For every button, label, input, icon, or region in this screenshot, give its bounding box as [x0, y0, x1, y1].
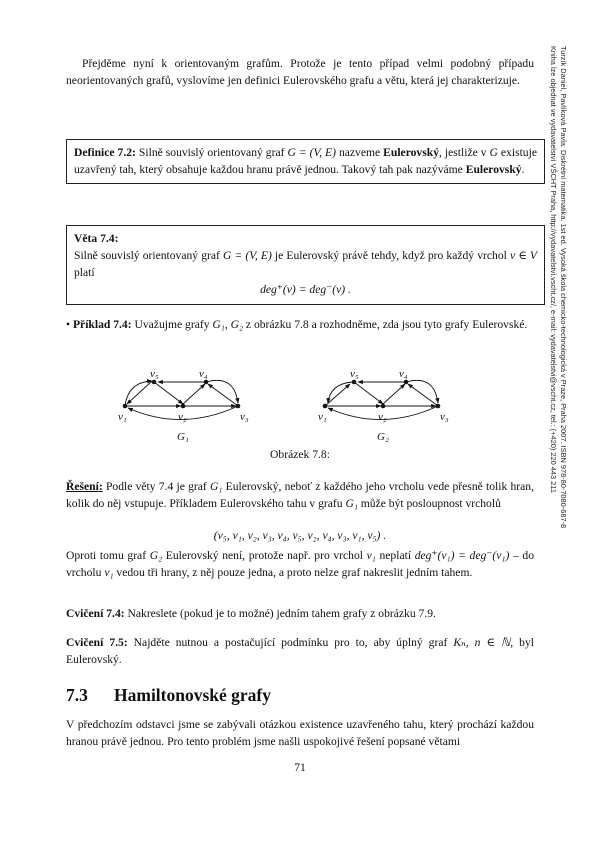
definition-text: nazveme — [335, 146, 384, 159]
publication-sidebar — [548, 46, 568, 646]
theorem-math: v ∈ V — [509, 249, 537, 263]
example-text: , — [224, 318, 231, 331]
edge — [127, 381, 152, 404]
exercise-7-5 — [66, 634, 534, 668]
edge — [208, 384, 238, 406]
definition-term: Eulerovský — [383, 146, 439, 159]
solution-text: Eulerovský není, protože např. pro vrchol — [162, 549, 367, 562]
edge — [354, 382, 383, 404]
solution-text: – do vrcholu — [66, 549, 535, 580]
edge — [183, 384, 205, 404]
theorem-text: platí — [74, 266, 95, 280]
solution-text: Podle věty 7.4 je graf — [102, 480, 211, 493]
solution-math: G₁ — [210, 480, 223, 493]
theorem-label: Věta 7.4: — [74, 232, 119, 245]
solution-text: Oproti tomu graf — [66, 549, 150, 562]
example-paragraph — [66, 316, 534, 333]
vertex — [181, 404, 186, 409]
solution-math: v₁ — [366, 549, 376, 562]
exercise-text: Nakreslete (pokud je to možné) jedním tahem grafy z obrázku 7.9. — [124, 607, 436, 620]
section-title: Hamiltonovské grafy — [114, 685, 272, 705]
vertex — [436, 404, 441, 409]
solution-math: deg⁺(v₁) = deg⁻(v₁) — [414, 549, 510, 562]
vertex — [352, 380, 357, 385]
solution-label: Řešení: — [66, 480, 103, 493]
graph-label: G₁ — [177, 431, 189, 443]
solution-text: neplatí — [375, 549, 415, 562]
vertex — [204, 380, 209, 385]
vertex-label: v₅ — [150, 368, 159, 380]
exercise-label: Cvičení 7.4: — [66, 607, 125, 620]
vertex — [123, 404, 128, 409]
theorem-text: je Eulerovský právě tehdy, když pro každý vrchol — [271, 249, 510, 263]
theorem-formula: deg⁺(v) = deg⁻(v) . — [260, 283, 351, 297]
page-number: 71 — [294, 761, 306, 774]
exercise-text: , byl Eulerovský. — [66, 636, 534, 667]
definition-text: . — [521, 163, 525, 177]
solution-text: může být posloupnost vrcholů — [357, 497, 501, 511]
edge — [325, 384, 350, 406]
theorem-box — [66, 225, 545, 305]
vertex-label: v₂ — [378, 411, 387, 423]
intro-paragraph: Přejděme nyní k orientovaným grafům. Protože je tento případ velmi podobný případu neorientovaných grafů, vyslovíme jen definici Eulerovského grafu a větu, která jej charakterizuje. — [66, 57, 534, 88]
example-math: G₁ — [212, 318, 225, 331]
edge — [383, 384, 405, 404]
solution-paragraph — [66, 478, 534, 512]
closing-paragraph: V předchozím odstavci jsme se zabývali otázkou existence uzavřeného tahu, který prochází každou hranou právě jednou. Pro tento problém jsme našli uspokojivé řešení popsané větami — [66, 718, 534, 749]
solution-sequence: (v₅, v₁, v₂, v₃, v₄, v₅, v₂, v₄, v₃, v₁, v₅) . — [213, 529, 387, 542]
theorem-math: G = (V, E) — [222, 249, 272, 263]
vertex-label: v₁ — [118, 411, 127, 423]
vertex-label: v₁ — [318, 411, 327, 423]
solution-math: G₁ — [345, 497, 358, 511]
vertex-label: v₅ — [350, 368, 359, 380]
vertex-label: v₂ — [178, 411, 187, 423]
theorem-text: Silně souvislý orientovaný graf — [74, 249, 223, 263]
definition-term: Eulerovský — [465, 163, 522, 177]
vertex-label: v₃ — [440, 411, 449, 423]
definition-text: Silně souvislý orientovaný graf — [135, 146, 288, 159]
solution-text: vedou tři hrany, z něj pouze jedna, a proto nelze graf nakreslit jedním tahem. — [113, 566, 473, 580]
edge — [206, 380, 238, 403]
section-heading — [66, 683, 271, 709]
definition-label: Definice 7.2: — [74, 146, 136, 159]
vertex-label: v₄ — [199, 368, 208, 380]
exercise-text: Najděte nutnou a postačující podmínku pro to, aby úplný graf — [127, 636, 454, 649]
solution-paragraph-2 — [66, 547, 534, 581]
sidebar-line-1: Turzík Daniel, Pavlíková Pavla: Diskrétní matematika. 1st ed. Vysoká škola chemicko-technologická v Praze, Praha 2007. ISBN 978-80-7080-687-8 — [558, 46, 568, 529]
example-text: z obrázku 7.8 a rozhodněme, zda jsou tyto grafy Eulerovské. — [243, 318, 528, 331]
example-bullet: • — [66, 318, 71, 331]
definition-box — [66, 139, 545, 184]
definition-math: G = (V, E) — [287, 146, 336, 159]
example-text: Uvažujme grafy — [131, 318, 213, 331]
solution-text: Eulerovský, neboť z každého jeho vrcholu vede přesně tolik hran, kolik do něj vstupuje. Příkladem Eulerovského tahu v grafu — [66, 480, 534, 511]
graph-label: G₂ — [377, 431, 389, 443]
sidebar-line-2: Kniha lze objednat ve vydavatelství VŠCHT Praha, http://vydavatelstvi.vscht.cz/, e-mail: vydavatelstvi@vscht.cz, tel.: (+420) 220 443 211 — [548, 46, 558, 493]
definition-text: existuje uzavřený tah, který obsahuje každou hranu právě jednou. Takový tah pak nazýváme — [74, 146, 537, 177]
edge — [406, 380, 438, 403]
definition-math: G — [489, 146, 498, 159]
edge — [408, 384, 438, 406]
solution-math: v₁ — [104, 566, 114, 580]
definition-text: , jestliže v — [439, 146, 490, 159]
figure-graphs — [0, 360, 600, 446]
vertex-label: v₃ — [240, 411, 249, 423]
figure-caption: Obrázek 7.8: — [270, 448, 330, 461]
edge — [154, 382, 183, 404]
section-number: 7.3 — [66, 685, 88, 705]
exercise-math: Kₙ, n ∈ ℕ — [453, 636, 511, 649]
example-label: Příklad 7.4: — [72, 318, 132, 331]
example-math: G₂ — [230, 318, 244, 331]
vertex — [323, 404, 328, 409]
exercise-label: Cvičení 7.5: — [66, 636, 128, 649]
vertex — [152, 380, 157, 385]
exercise-7-4 — [66, 605, 534, 622]
vertex — [236, 404, 241, 409]
vertex-label: v₄ — [399, 368, 408, 380]
vertex — [404, 380, 409, 385]
vertex — [381, 404, 386, 409]
solution-math: G₂ — [149, 549, 163, 562]
